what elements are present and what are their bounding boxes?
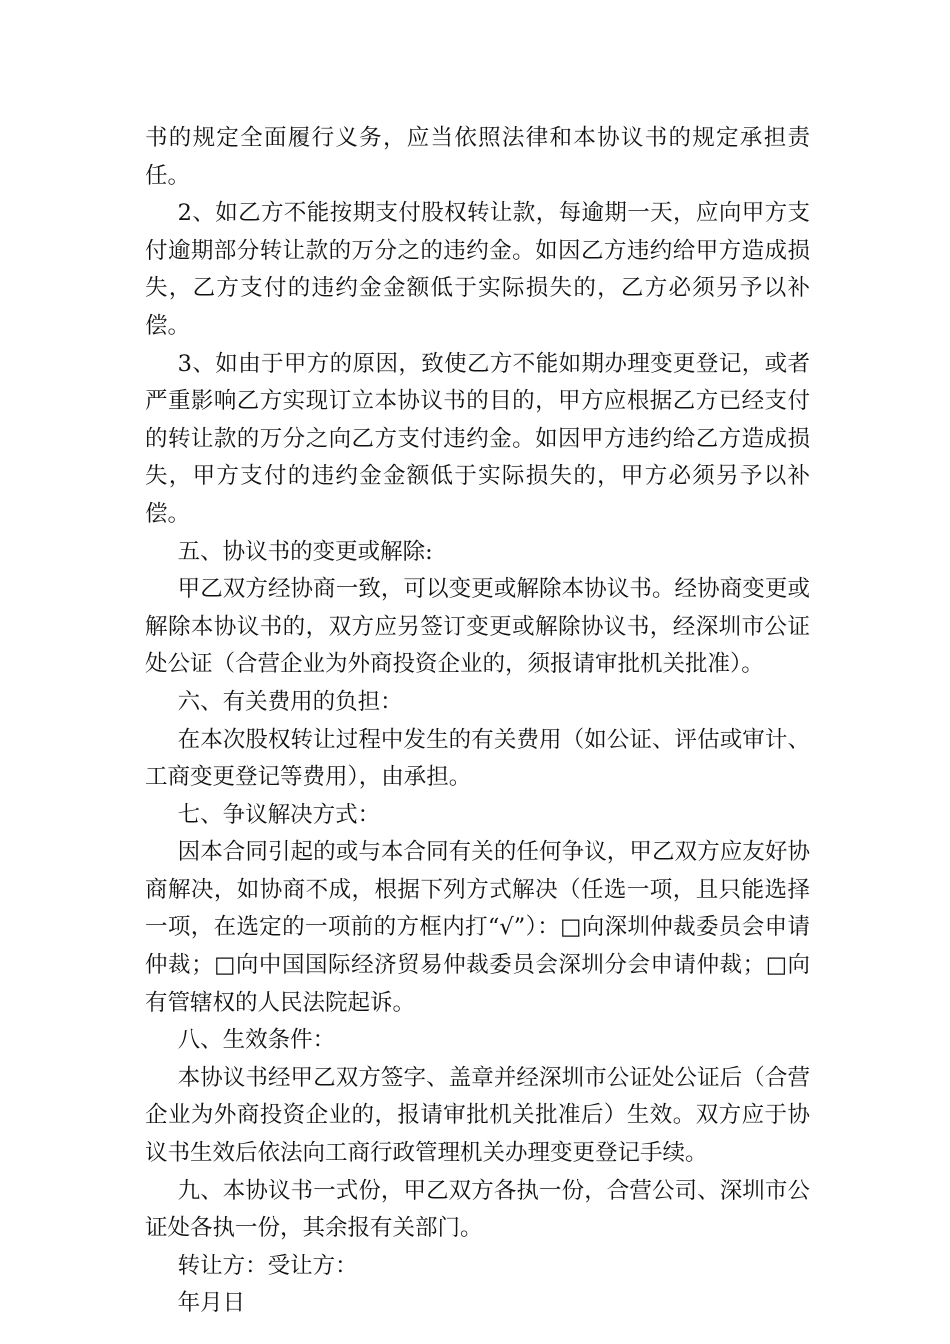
document-body	[145, 120, 810, 1323]
section-copies: 九、本协议书一式份，甲乙双方各执一份，合营公司、深圳市公证处各执一份，其余报有关部门。	[145, 1177, 810, 1242]
paragraph-effectiveness-terms: 本协议书经甲乙双方签字、盖章并经深圳市公证处公证后（合营企业为外商投资企业的，报请审批机关批准后）生效。双方应于协议书生效后依法向工商行政管理机关办理变更登记手续。	[145, 1064, 810, 1167]
paragraph-obligation-continuation: 书的规定全面履行义务，应当依照法律和本协议书的规定承担责任。	[145, 125, 810, 189]
signature-date: 年月日	[177, 1290, 246, 1317]
paragraph-clause-3-seller-default: 3、如由于甲方的原因，致使乙方不能如期办理变更登记，或者严重影响乙方实现订立本协议书的目的，甲方应根据乙方已经支付的转让款的万分之向乙方支付违约金。如因甲方违约给乙方造成损失，甲方支付的违约金金额低于实际损失的，甲方必须另予以补偿。	[145, 350, 810, 527]
signature-parties: 转让方：受让方：	[177, 1252, 358, 1279]
section-heading-effectiveness: 八、生效条件：	[177, 1027, 336, 1054]
paragraph-dispute-terms: 因本合同引起的或与本合同有关的任何争议，甲乙双方应友好协商解决，如协商不成，根据下列方式解决（任选一项，且只能选择一项，在选定的一项前的方框内打“√”）：□向深圳仲裁委员会申请仲裁；□向中国国际经济贸易仲裁委员会深圳分会申请仲裁；□向有管辖权的人民法院起诉。	[145, 839, 810, 1016]
paragraph-amendment-terms: 甲乙双方经协商一致，可以变更或解除本协议书。经协商变更或解除本协议书的，双方应另签订变更或解除协议书，经深圳市公证处公证（合营企业为外商投资企业的，须报请审批机关批准）。	[145, 576, 810, 678]
section-heading-amendment: 五、协议书的变更或解除:	[177, 538, 433, 565]
section-heading-dispute: 七、争议解决方式：	[177, 801, 381, 828]
section-heading-expenses: 六、有关费用的负担：	[177, 688, 403, 715]
paragraph-clause-2-buyer-late-payment: 2、如乙方不能按期支付股权转让款，每逾期一天，应向甲方支付逾期部分转让款的万分之的违约金。如因乙方违约给甲方造成损失，乙方支付的违约金金额低于实际损失的，乙方必须另予以补偿。	[145, 200, 810, 339]
paragraph-expenses-terms: 在本次股权转让过程中发生的有关费用（如公证、评估或审计、工商变更登记等费用），由承担。	[145, 726, 810, 791]
